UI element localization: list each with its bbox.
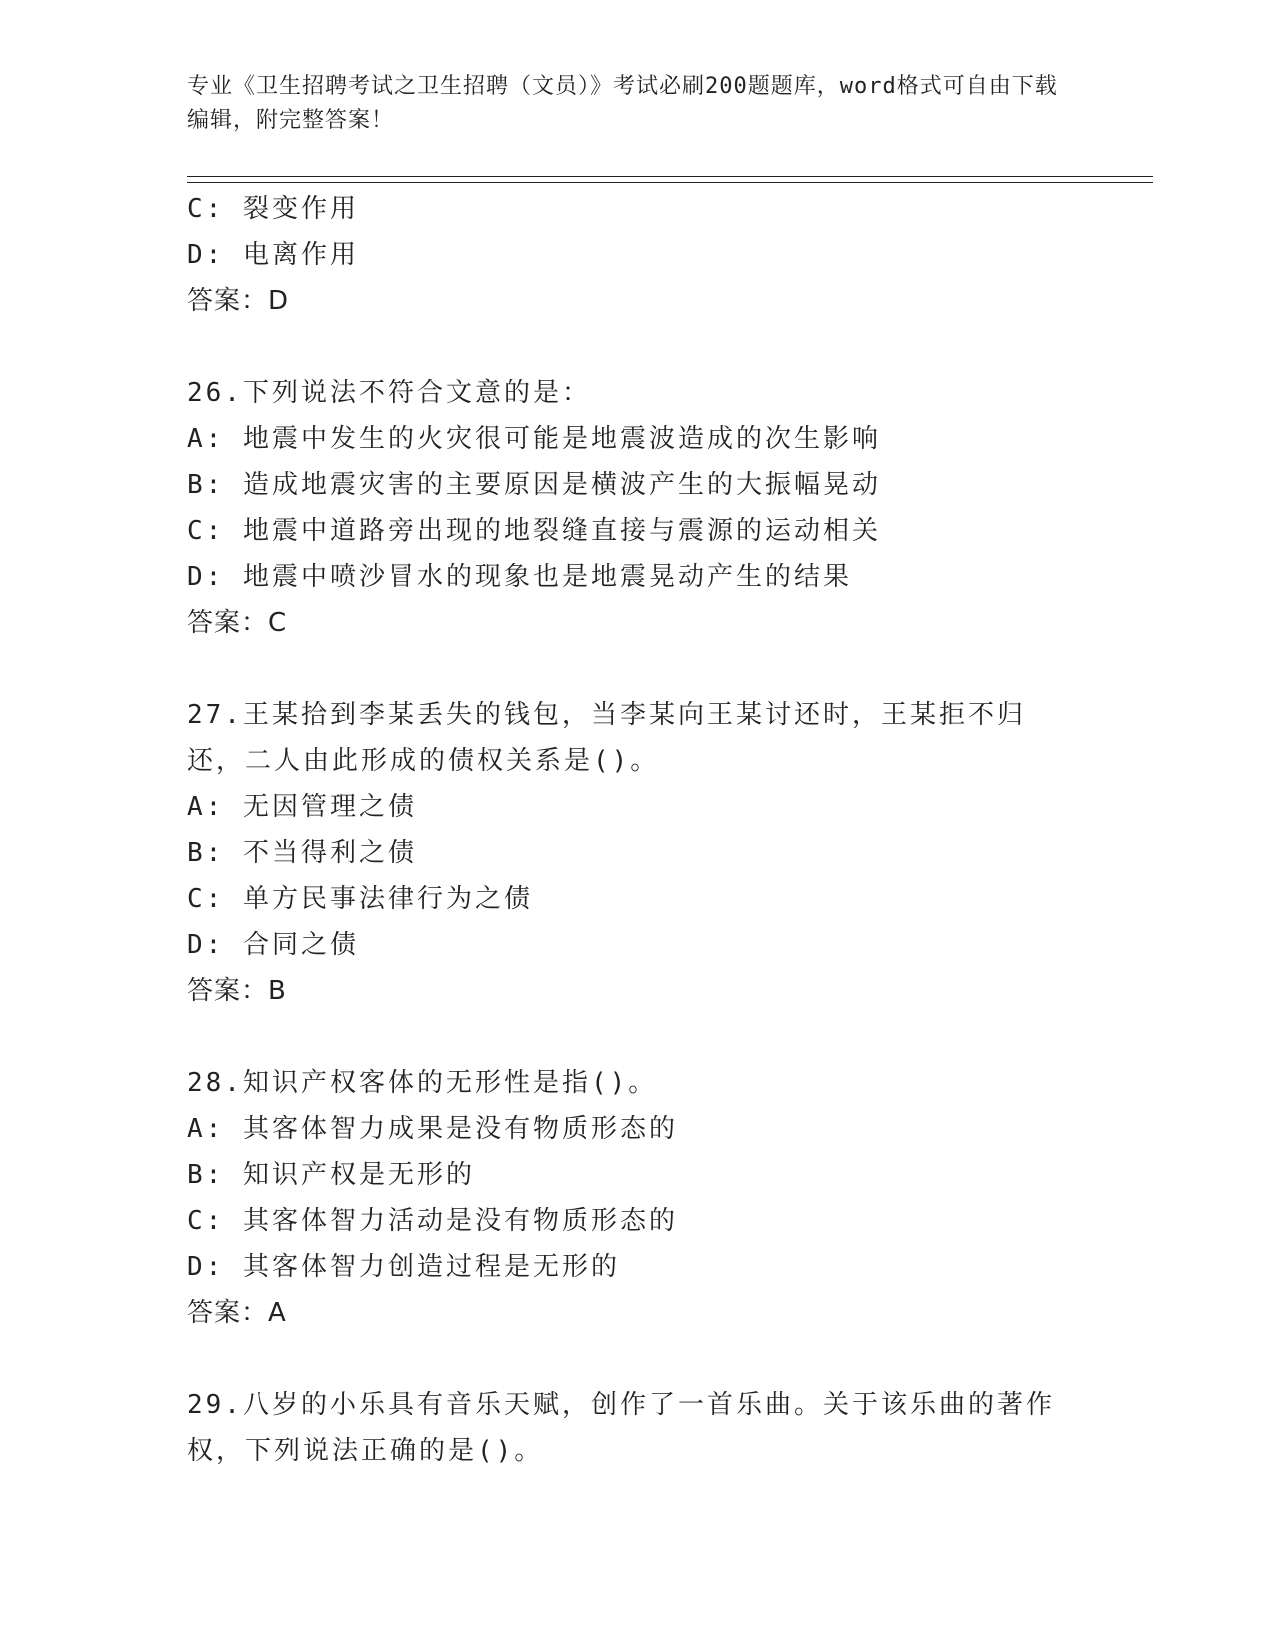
answer-line: 答案：C (187, 608, 288, 638)
question-title: 29.八岁的小乐具有音乐天赋，创作了一首乐曲。关于该乐曲的著作权，下列说法正确的是()。 (187, 1390, 1055, 1466)
previous-question-tail (187, 186, 1087, 324)
header-divider-top (187, 176, 1153, 177)
answer-line: 答案：A (187, 1298, 287, 1328)
option-b: B: 造成地震灾害的主要原因是横波产生的大振幅晃动 (187, 470, 881, 500)
question-29 (187, 1382, 1087, 1474)
option-d: D: 合同之债 (187, 930, 359, 960)
question-28 (187, 1060, 1087, 1336)
option-c: C: 其客体智力活动是没有物质形态的 (187, 1206, 678, 1236)
option-a: A: 地震中发生的火灾很可能是地震波造成的次生影响 (187, 424, 881, 454)
answer-line: 答案：D (187, 286, 290, 316)
question-title: 26.下列说法不符合文意的是： (187, 378, 591, 408)
option-d: D: 电离作用 (187, 240, 359, 270)
option-c: C: 单方民事法律行为之债 (187, 884, 533, 914)
option-b: B: 不当得利之债 (187, 838, 417, 868)
option-c: C: 裂变作用 (187, 194, 359, 224)
question-26 (187, 370, 1087, 646)
question-27 (187, 692, 1087, 1014)
question-title: 28.知识产权客体的无形性是指()。 (187, 1068, 658, 1098)
option-b: B: 知识产权是无形的 (187, 1160, 475, 1190)
option-d: D: 地震中喷沙冒水的现象也是地震晃动产生的结果 (187, 562, 852, 592)
question-title: 27.王某拾到李某丢失的钱包，当李某向王某讨还时，王某拒不归还，二人由此形成的债权关系是()。 (187, 700, 1026, 776)
option-a: A: 其客体智力成果是没有物质形态的 (187, 1114, 678, 1144)
option-c: C: 地震中道路旁出现的地裂缝直接与震源的运动相关 (187, 516, 881, 546)
document-header: 专业《卫生招聘考试之卫生招聘（文员）》考试必刷200题题库，word格式可自由下载编辑，附完整答案！ (187, 74, 1058, 133)
answer-line: 答案：B (187, 976, 287, 1006)
question-content (187, 186, 1087, 1474)
header-divider-bottom (187, 182, 1153, 183)
option-d: D: 其客体智力创造过程是无形的 (187, 1252, 620, 1282)
option-a: A: 无因管理之债 (187, 792, 417, 822)
